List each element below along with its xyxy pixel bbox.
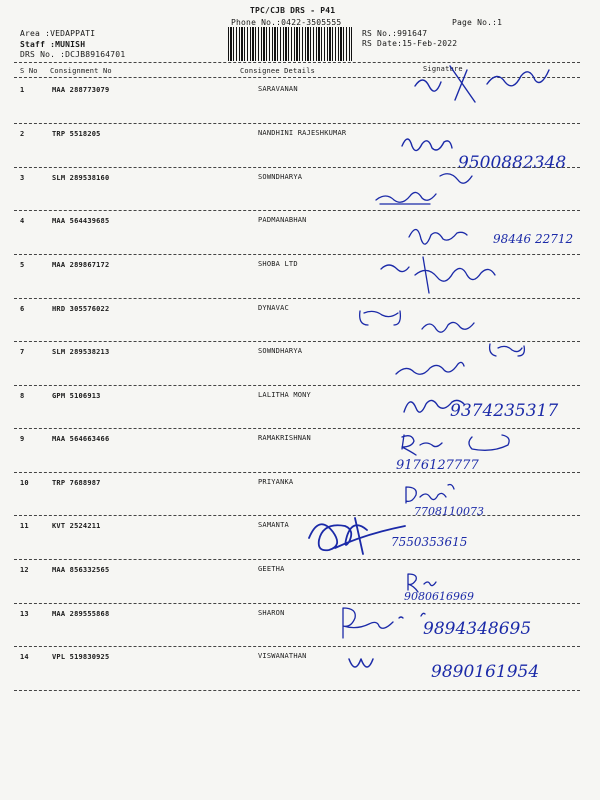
row-sno: 1	[20, 86, 25, 94]
col-consignment: Consignment No	[50, 67, 112, 75]
row-sno: 10	[20, 479, 29, 487]
signature-scribble	[356, 301, 506, 341]
signature-phone: 9176127777	[396, 458, 479, 473]
consignee-name: GEETHA	[258, 565, 285, 573]
table-row	[0, 429, 600, 473]
phone-number: Phone No.:0422-3505555	[231, 18, 342, 27]
consignment-number: KVT 2524211	[52, 522, 101, 530]
consignee-name: SHARON	[258, 609, 285, 617]
signature-with-phone	[345, 649, 585, 689]
consignment-number: MAA 564439685	[52, 217, 110, 225]
consignment-number: SLM 289538213	[52, 348, 110, 356]
row-sno: 2	[20, 130, 25, 138]
consignee-name: LALITHA MONY	[258, 391, 311, 399]
table-row	[0, 386, 600, 430]
row-sno: 4	[20, 217, 25, 225]
table-row	[0, 299, 600, 343]
drs-number: DRS No. :DCJB89164701	[20, 50, 126, 59]
table-row	[0, 604, 600, 648]
consignment-number: MAA 856332565	[52, 566, 110, 574]
rs-date: RS Date:15-Feb-2022	[362, 39, 458, 48]
table-row	[0, 211, 600, 255]
row-sno: 9	[20, 435, 25, 443]
page-number: Page No.:1	[452, 18, 503, 27]
consignment-number: MAA 289555868	[52, 610, 110, 618]
col-signature: Signature	[423, 65, 463, 73]
col-sno: S No	[20, 67, 38, 75]
table-row	[0, 342, 600, 386]
signature-with-phone	[305, 508, 495, 560]
consignment-number: HRD 305576022	[52, 305, 110, 313]
consignment-number: TRP 7688987	[52, 479, 101, 487]
consignee-name: SOWNDHARYA	[258, 173, 303, 181]
table-row	[0, 124, 600, 173]
consignee-name: DYNAVAC	[258, 304, 289, 312]
row-divider	[14, 690, 580, 691]
table-row	[0, 168, 600, 212]
signature-phone: 9890161954	[431, 662, 540, 682]
row-sno: 6	[20, 305, 25, 313]
consignee-name: VISWANATHAN	[258, 652, 307, 660]
signature-with-phone	[405, 215, 595, 255]
signature-phone: 7550353615	[391, 535, 468, 549]
col-consignee: Consignee Details	[240, 67, 316, 75]
row-sno: 3	[20, 174, 25, 182]
barcode	[228, 27, 352, 61]
table-row	[0, 80, 600, 124]
row-sno: 13	[20, 610, 29, 618]
signature-with-phone	[392, 429, 572, 473]
signature-scribble	[395, 56, 565, 112]
table-row	[0, 255, 600, 299]
signature-scribble	[375, 253, 535, 297]
table-row	[0, 473, 600, 517]
consignee-name: SOWNDHARYA	[258, 347, 303, 355]
rs-number: RS No.:991647	[362, 29, 428, 38]
consignee-name: NANDHINI RAJESHKUMAR	[258, 129, 347, 137]
staff-label: Staff :MUNISH	[20, 40, 86, 49]
row-sno: 11	[20, 522, 29, 530]
row-sno: 7	[20, 348, 25, 356]
area-label: Area :VEDAPPATI	[20, 29, 96, 38]
signature-with-phone	[402, 566, 552, 606]
signature-scribble	[390, 340, 560, 384]
consignment-number: TRP 5518205	[52, 130, 101, 138]
consignment-number: MAA 289867172	[52, 261, 110, 269]
signature-phone: 9500882348	[458, 153, 567, 173]
signature-with-phone	[400, 388, 590, 428]
consignment-number: SLM 289538160	[52, 174, 110, 182]
document-title: TPC/CJB DRS - P41	[250, 6, 336, 15]
consignment-number: MAA 288773079	[52, 86, 110, 94]
signature-phone: 98446 22712	[493, 232, 574, 246]
row-sno: 12	[20, 566, 29, 574]
consignee-name: RAMAKRISHNAN	[258, 434, 311, 442]
row-sno: 8	[20, 392, 25, 400]
signature-scribble	[370, 168, 490, 212]
consignee-name: PADMANABHAN	[258, 216, 307, 224]
table-row	[0, 516, 600, 560]
consignee-name: SAMANTA	[258, 521, 289, 529]
row-sno: 5	[20, 261, 25, 269]
consignment-number: MAA 564663466	[52, 435, 110, 443]
signature-phone: 9894348695	[423, 619, 532, 639]
row-sno: 14	[20, 653, 29, 661]
signature-phone: 7708110073	[414, 505, 484, 518]
signature-phone: 9080616969	[404, 590, 474, 603]
signature-with-phone	[335, 604, 585, 650]
consignee-name: PRIYANKA	[258, 478, 294, 486]
table-row	[0, 647, 600, 691]
consignee-name: SARAVANAN	[258, 85, 298, 93]
signature-phone: 9374235317	[450, 401, 559, 421]
consignment-number: VPL 519830925	[52, 653, 110, 661]
consignment-number: GPM 5106913	[52, 392, 101, 400]
table-row	[0, 560, 600, 604]
consignee-name: SHOBA LTD	[258, 260, 298, 268]
